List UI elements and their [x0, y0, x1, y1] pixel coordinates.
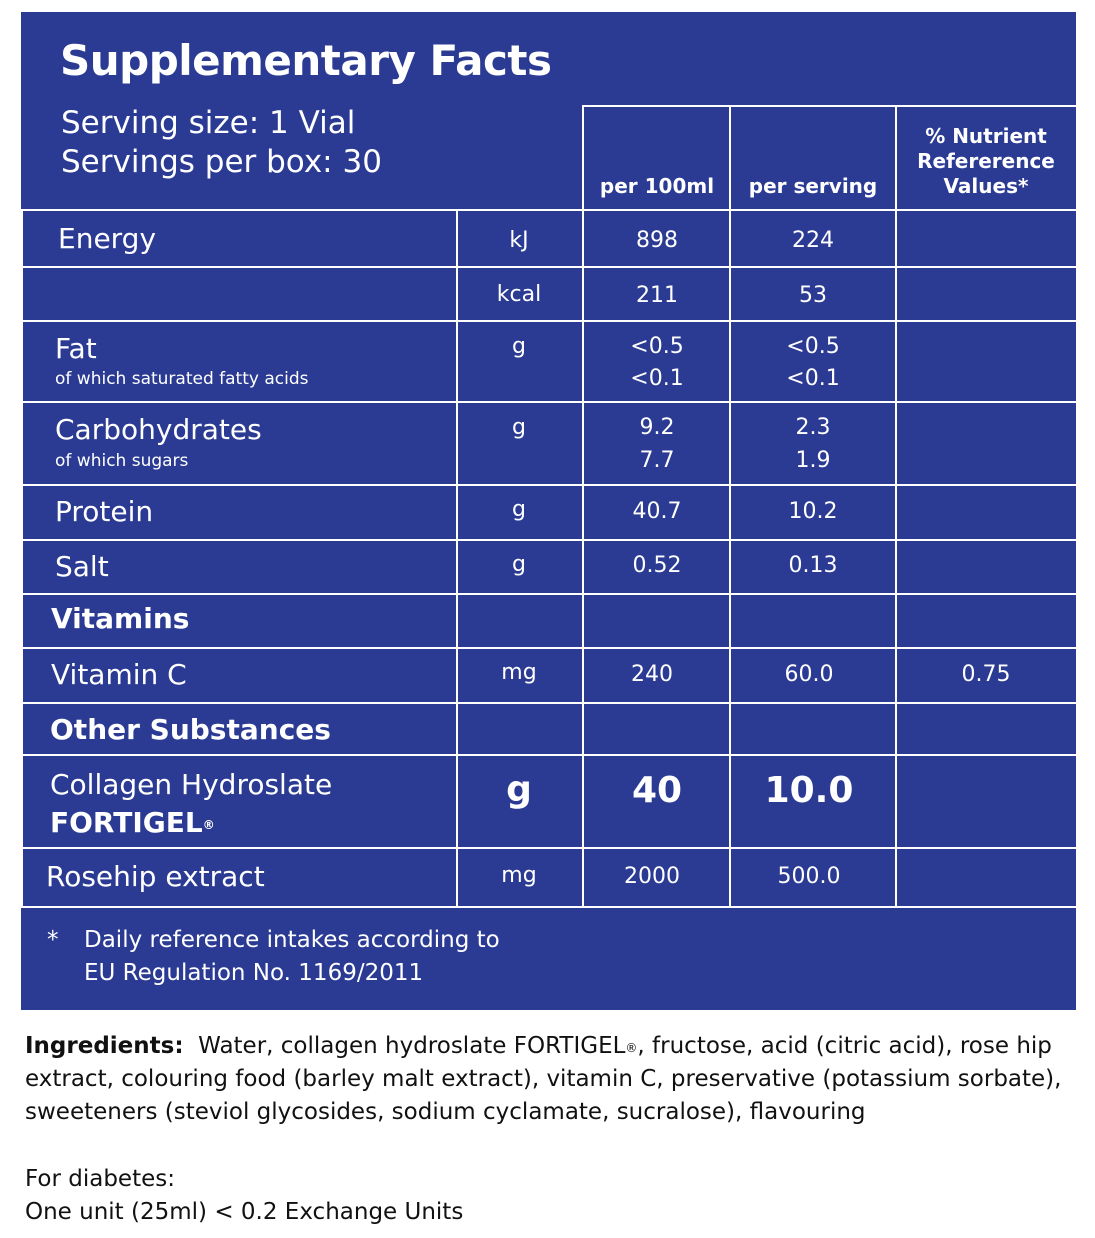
grid-line [21, 702, 1076, 704]
unit-fat: g [512, 334, 526, 359]
unit-kj: kJ [509, 228, 529, 253]
energy-kj-per-100ml: 898 [636, 228, 678, 253]
grid-line [21, 484, 1076, 486]
collagen-brand [50, 804, 332, 842]
footnote-line-2: EU Regulation No. 1169/2011 [84, 960, 424, 986]
collagen-per-100ml: 40 [631, 770, 683, 811]
sugars-per-serving: 1.9 [795, 448, 831, 473]
carbs-per-100ml: 9.2 [639, 415, 675, 440]
col-header-nrv: % Nutrient Refererence Values* [917, 124, 1055, 198]
col-header-per-100ml: per 100ml [599, 174, 715, 198]
section-other-substances: Other Substances [50, 713, 331, 746]
unit-protein: g [512, 497, 526, 522]
vitamin-c-per-100ml: 240 [631, 662, 673, 687]
row-label-protein: Protein [55, 495, 154, 528]
row-label-rosehip: Rosehip extract [46, 860, 265, 893]
salt-per-100ml: 0.52 [632, 553, 682, 578]
supplement-facts-panel [21, 12, 1076, 1010]
row-sublabel-sugars: of which sugars [55, 451, 189, 471]
grid-line [21, 320, 1076, 322]
ingredients-text-1: Water, collagen hydroslate FORTIGEL [198, 1033, 626, 1059]
ingredients-text-2: , fructose, acid (citric acid), rose hip extract, colouring food (barley malt extract), vitamin C, preservative (potassium sorbate), sweeteners (steviol glycosides, sodium cyclamate, sucralose), flavouring [25, 1033, 1062, 1125]
salt-per-serving: 0.13 [788, 553, 838, 578]
grid-line [21, 754, 1076, 756]
energy-kcal-per-100ml: 211 [636, 283, 678, 308]
sat-fat-per-100ml: <0.1 [630, 366, 684, 391]
footnote-star: * [47, 927, 59, 953]
unit-collagen: g [506, 769, 532, 810]
servings-per-box: Servings per box: 30 [61, 144, 382, 180]
diabetes-info [25, 1163, 463, 1229]
protein-per-100ml: 40.7 [632, 499, 682, 524]
serving-size: Serving size: 1 Vial [61, 105, 356, 141]
grid-line [21, 906, 1076, 908]
section-vitamins: Vitamins [51, 602, 190, 635]
footnote-text [84, 924, 500, 990]
ingredients-registered-mark: ® [625, 1041, 638, 1055]
fat-per-100ml: <0.5 [630, 334, 684, 359]
rosehip-per-serving: 500.0 [777, 864, 841, 889]
serving-info [61, 104, 382, 182]
row-sublabel-fat: of which saturated fatty acids [55, 369, 309, 389]
grid-line [21, 847, 1076, 849]
rosehip-per-100ml: 2000 [624, 864, 680, 889]
collagen-per-serving: 10.0 [764, 770, 854, 811]
col-header-per-serving: per serving [748, 174, 878, 198]
sat-fat-per-serving: <0.1 [786, 366, 840, 391]
grid-line [21, 401, 1076, 403]
row-label-fat: Fat [55, 332, 97, 365]
row-label-vitamin-c: Vitamin C [51, 658, 187, 691]
unit-rosehip: mg [501, 863, 537, 888]
ingredients-heading: Ingredients: [25, 1033, 184, 1059]
sugars-per-100ml: 7.7 [639, 448, 675, 473]
registered-mark: ® [202, 818, 215, 832]
grid-line [21, 647, 1076, 649]
unit-carbs: g [512, 415, 526, 440]
ingredients-paragraph [25, 1030, 1075, 1129]
facts-title: Supplementary Facts [60, 36, 552, 85]
vitamin-c-per-serving: 60.0 [784, 662, 834, 687]
row-label-salt: Salt [55, 550, 109, 583]
grid-line [21, 539, 1076, 541]
vitamin-c-nrv: 0.75 [961, 662, 1011, 687]
grid-line [21, 593, 1076, 595]
carbs-per-serving: 2.3 [795, 415, 831, 440]
diabetes-exchange-units: One unit (25ml) < 0.2 Exchange Units [25, 1199, 464, 1225]
footnote-line-1: Daily reference intakes according to [84, 927, 500, 953]
energy-kj-per-serving: 224 [792, 228, 834, 253]
unit-salt: g [512, 552, 526, 577]
diabetes-heading: For diabetes: [25, 1166, 175, 1192]
collagen-name: Collagen Hydroslate [50, 768, 333, 801]
grid-line [21, 209, 23, 908]
grid-line [21, 266, 1076, 268]
collagen-brand-name: FORTIGEL [50, 806, 203, 839]
unit-vitamin-c: mg [501, 660, 537, 685]
grid-line [21, 209, 1076, 211]
fat-per-serving: <0.5 [786, 334, 840, 359]
energy-kcal-per-serving: 53 [799, 283, 827, 308]
row-label-energy: Energy [58, 222, 157, 255]
protein-per-serving: 10.2 [788, 499, 838, 524]
grid-line [583, 105, 1076, 107]
row-label-carbohydrates: Carbohydrates [55, 413, 262, 446]
row-label-collagen [50, 766, 332, 842]
grid-line [895, 105, 897, 908]
unit-kcal: kcal [496, 282, 542, 307]
